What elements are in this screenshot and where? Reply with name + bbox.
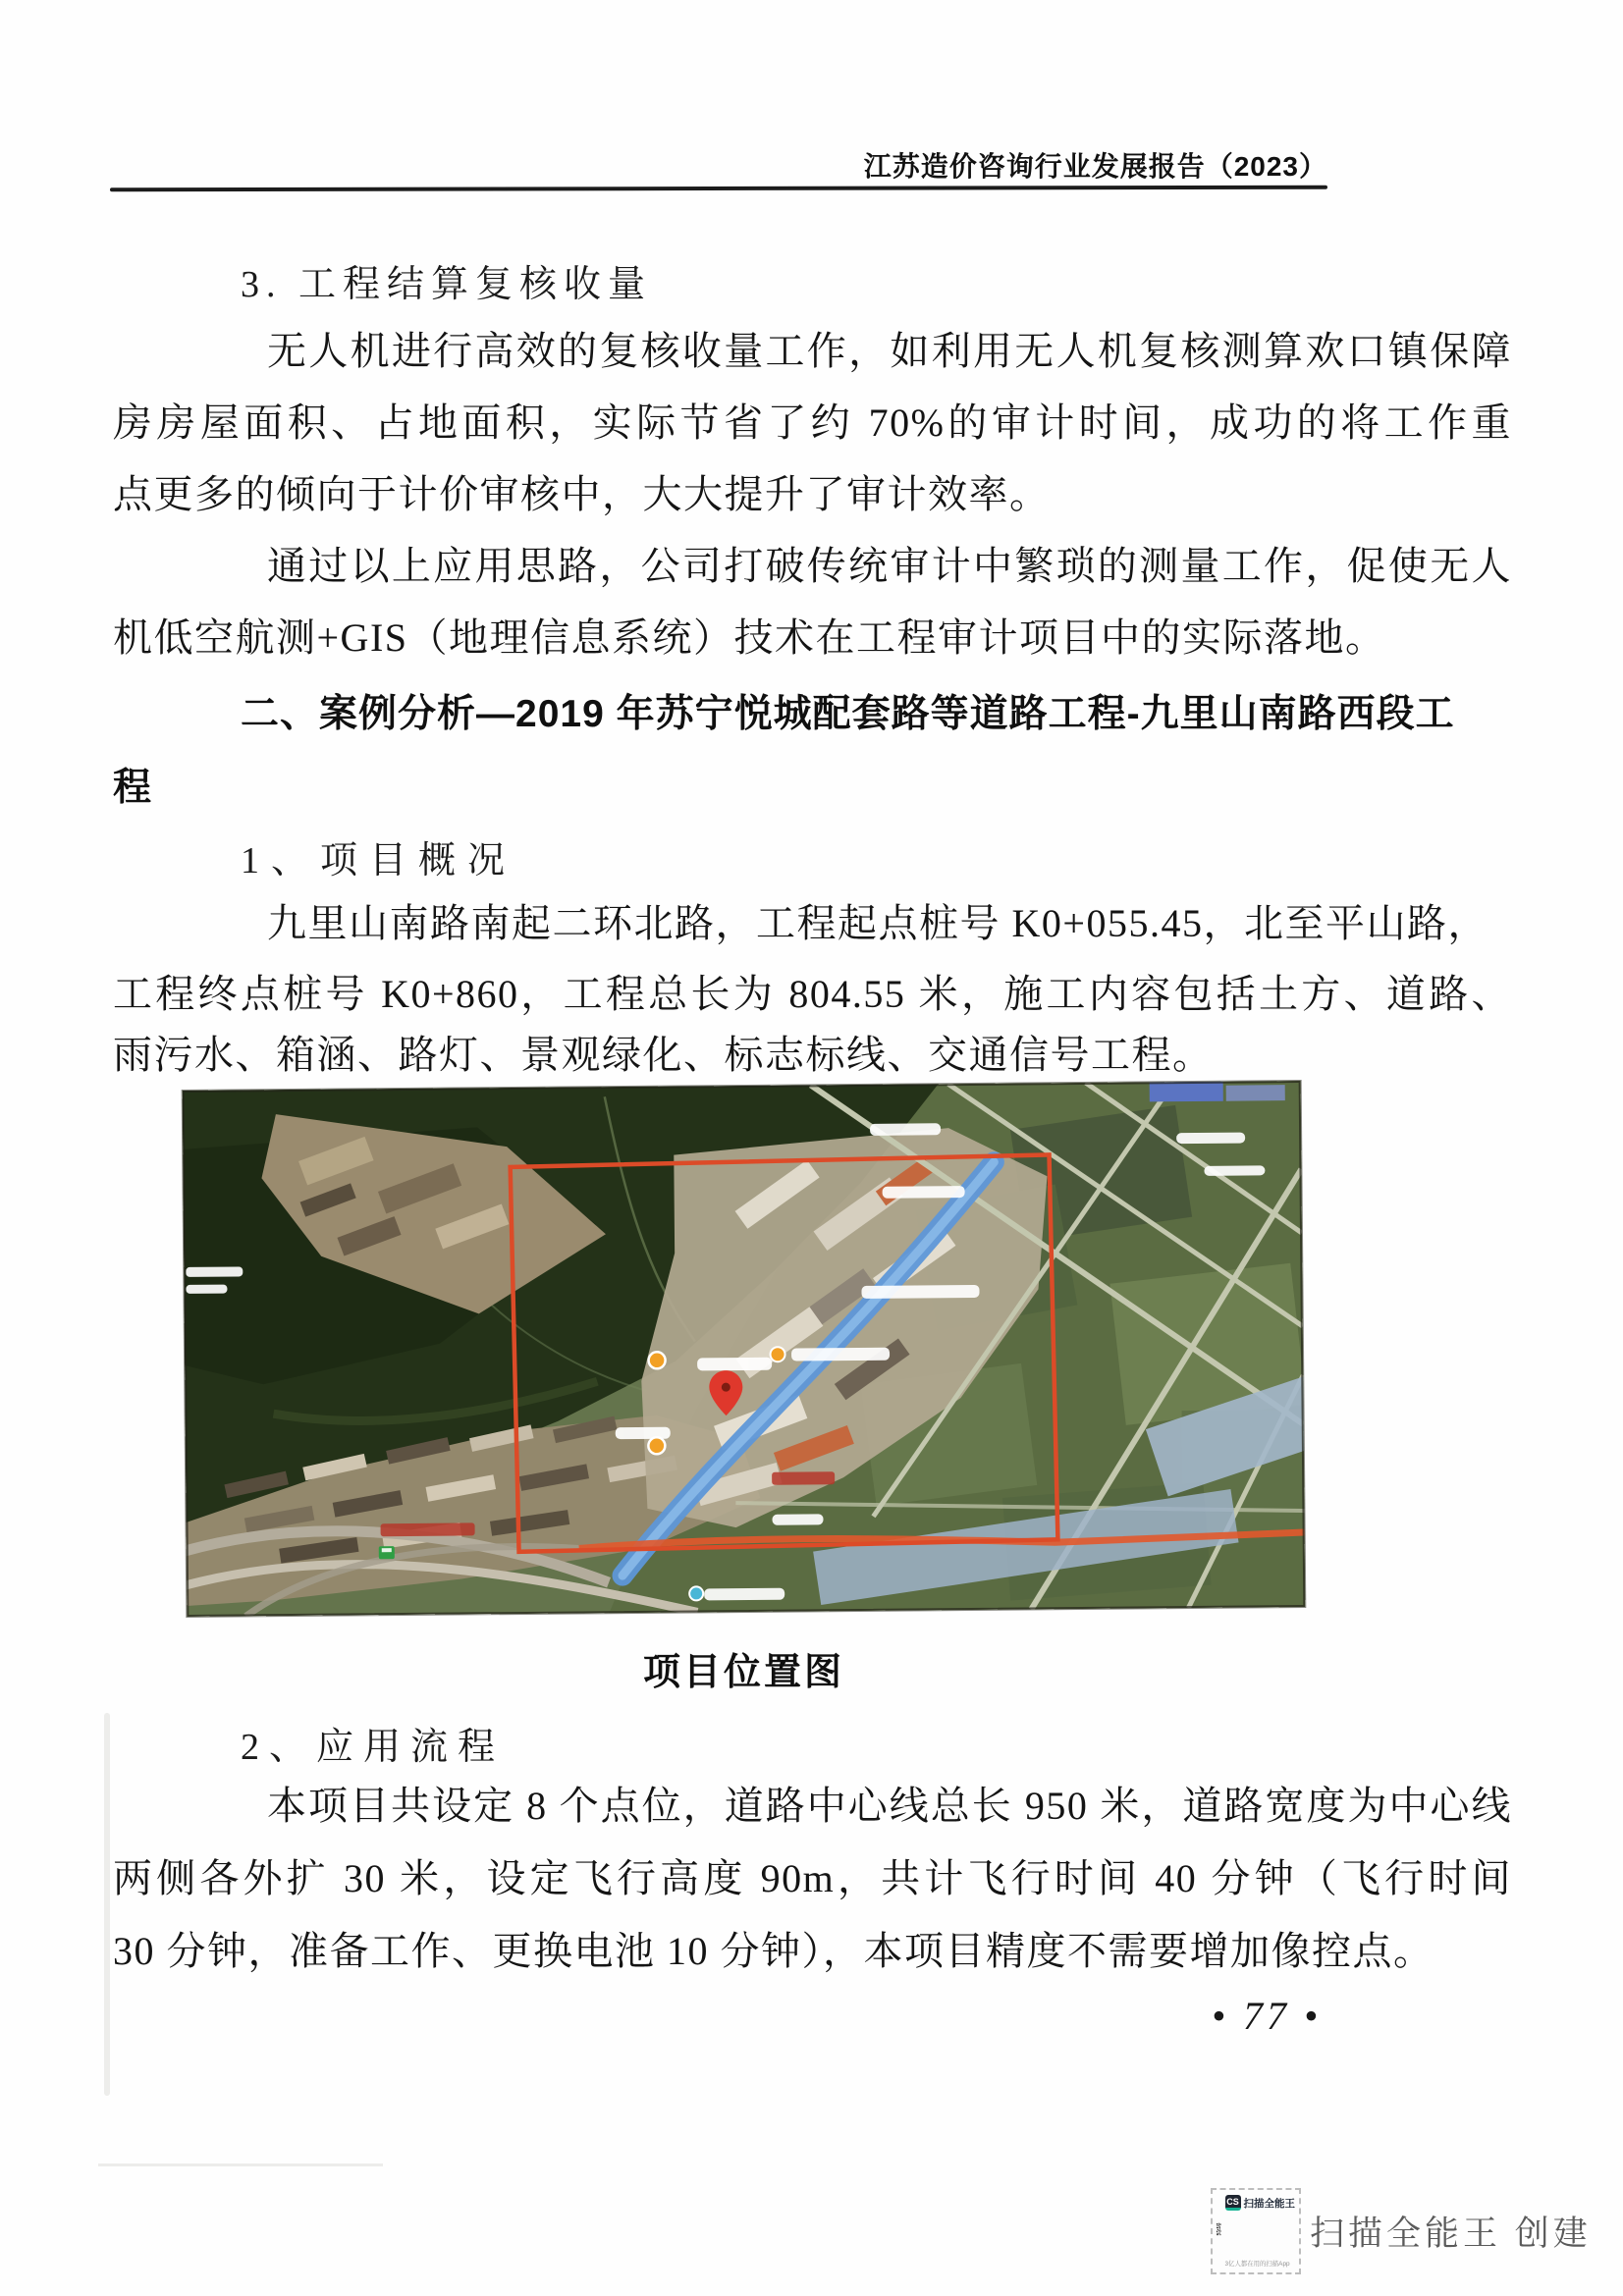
project-location-map: [183, 1081, 1306, 1617]
paragraph-line: 两侧各外扩 30 米，设定飞行高度 90m，共计飞行时间 40 分钟（飞行时间: [113, 1856, 1512, 1900]
paragraph-line: 工程终点桩号 K0+860，工程总长为 804.55 米，施工内容包括土方、道路、: [113, 972, 1512, 1016]
paragraph-line: 雨污水、箱涵、路灯、景观绿化、标志标线、交通信号工程。: [113, 1033, 1214, 1077]
camscanner-tagline: 3亿人都在用的扫描App: [1224, 2261, 1290, 2268]
project-overview-heading: 1、项目概况: [241, 840, 517, 881]
paragraph-line: 无人机进行高效的复核收量工作，如利用无人机复核测算欢口镇保障: [267, 329, 1512, 373]
paragraph-line: 九里山南路南起二环北路，工程起点桩号 K0+055.45，北至平山路，: [267, 901, 1488, 945]
map-bus-icon: [379, 1546, 395, 1559]
paragraph-line: 点更多的倾向于计价审核中，大大提升了审计效率。: [113, 472, 1051, 516]
satellite-map-image: [183, 1081, 1306, 1617]
application-flow-heading: 2、应用流程: [241, 1727, 506, 1768]
camscanner-created-text: 扫描全能王 创建: [1310, 2215, 1592, 2253]
qr-code: [1217, 2195, 1221, 2264]
page-header-title: 江苏造价咨询行业发展报告（2023）: [863, 151, 1327, 182]
section3-heading: 3. 工程结算复核收量: [241, 264, 653, 305]
paragraph-line: 机低空航测+GIS（地理信息系统）技术在工程审计项目中的实际落地。: [113, 615, 1386, 660]
scan-artifact: [98, 2163, 383, 2166]
map-caption: 项目位置图: [642, 1652, 844, 1693]
paragraph-line: 房房屋面积、占地面积，实际节省了约 70%的审计时间，成功的将工作重: [113, 400, 1512, 445]
camscanner-brand: 扫描全能王: [1243, 2197, 1295, 2210]
paragraph-line: 通过以上应用思路，公司打破传统审计中繁琐的测量工作，促使无人: [267, 544, 1512, 588]
case-study-heading-line2: 程: [113, 767, 153, 809]
camscanner-badge: [1211, 2188, 1301, 2274]
case-study-heading-line1: 二、案例分析—2019 年苏宁悦城配套路等道路工程-九里山南路西段工: [241, 693, 1455, 735]
paragraph-line: 本项目共设定 8 个点位，道路中心线总长 950 米，道路宽度为中心线: [267, 1784, 1512, 1828]
page-number: • 77 •: [1211, 1994, 1322, 2038]
paragraph-line: 30 分钟，准备工作、更换电池 10 分钟），本项目精度不需要增加像控点。: [113, 1929, 1434, 1973]
scan-artifact: [104, 1713, 110, 2096]
cs-logo-icon: CS: [1225, 2195, 1241, 2211]
header-rule: [110, 186, 1327, 192]
